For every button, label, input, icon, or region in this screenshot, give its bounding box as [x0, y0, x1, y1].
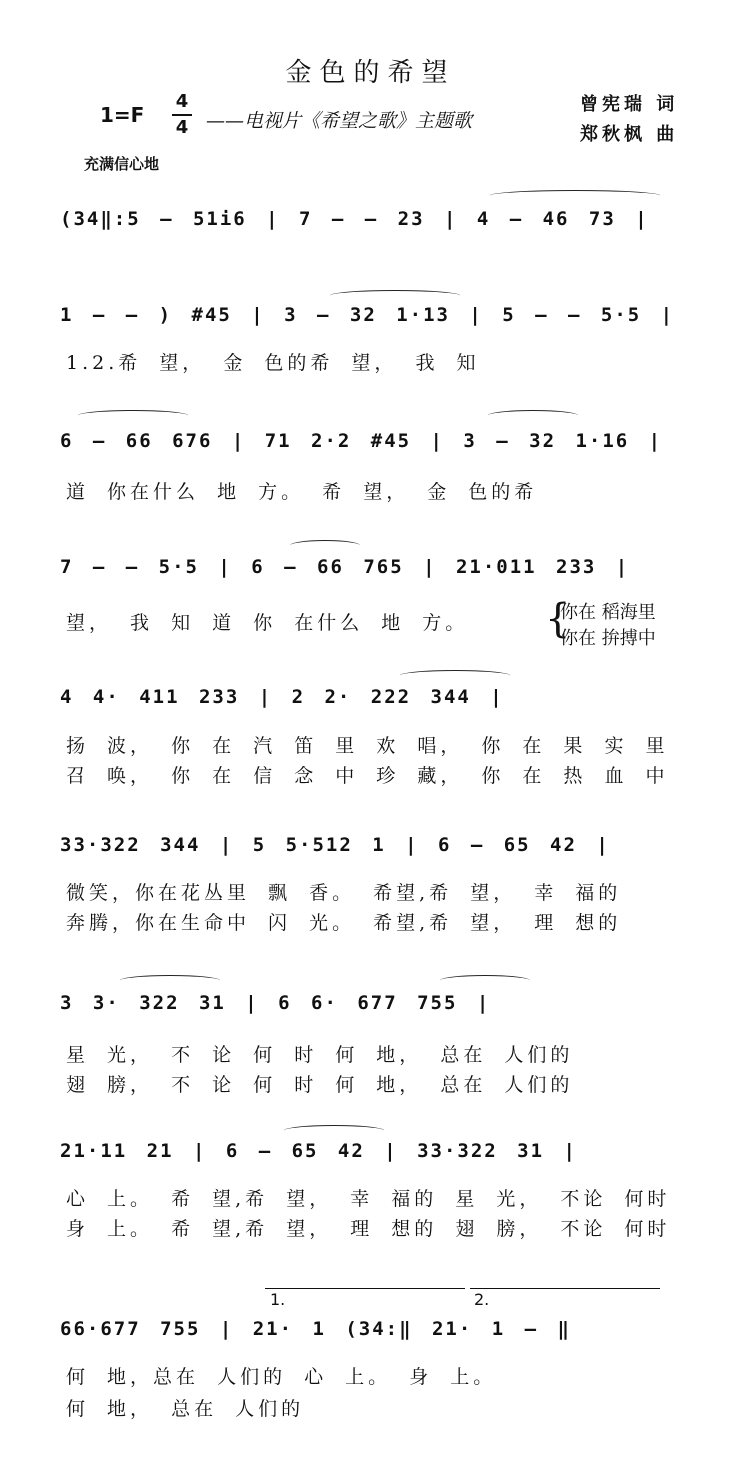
- score-row-4: 7 — — 5·5 | 6 — 66 765 | 21·011 233 |: [60, 556, 630, 578]
- volta-second: 2.: [474, 1290, 490, 1309]
- time-sig-bottom: 4: [175, 117, 189, 138]
- lyric-row-3: 道 你在什么 地 方。 希 望， 金 色的希: [66, 481, 538, 503]
- brace-line-2: 你在 拚搏中: [560, 628, 656, 649]
- slur: [440, 975, 530, 986]
- score-row-3: 6 — 66 676 | 71 2·2 #45 | 3 — 32 1·16 |: [60, 430, 663, 452]
- lyric-row-6b: 奔腾，你在生命中 闪 光。 希望,希 望， 理 想的: [66, 912, 622, 934]
- volta-first: 1.: [270, 1290, 286, 1309]
- score-row-9: 66·677 755 | 21· 1 (34:‖ 21· 1 — ‖: [60, 1318, 571, 1340]
- score-row-2: 1 — — ) #45 | 3 — 32 1·13 | 5 — — 5·5 |: [60, 304, 675, 326]
- volta-first-line: [265, 1288, 465, 1289]
- slur: [488, 410, 578, 421]
- lyric-row-8a: 心 上。 希 望,希 望， 幸 福的 星 光， 不论 何时: [66, 1188, 671, 1210]
- slur: [284, 1125, 384, 1136]
- slur: [120, 975, 220, 986]
- lyricist-credit: 曾宪瑞 词: [580, 94, 679, 115]
- lyric-row-5b: 召 唤， 你 在 信 念 中 珍 藏， 你 在 热 血 中: [66, 765, 669, 787]
- composer-credit: 郑秋枫 曲: [580, 124, 679, 145]
- key-signature: 1=F: [100, 103, 145, 127]
- score-row-8: 21·11 21 | 6 — 65 42 | 33·322 31 |: [60, 1140, 577, 1162]
- lyric-row-7a: 星 光， 不 论 何 时 何 地， 总在 人们的: [66, 1044, 574, 1066]
- brace-line-1: 你在 稻海里: [560, 602, 656, 623]
- score-row-7: 3 3· 322 31 | 6 6· 677 755 |: [60, 992, 491, 1014]
- score-row-6: 33·322 344 | 5 5·512 1 | 6 — 65 42 |: [60, 834, 610, 856]
- time-sig-top: 4: [175, 91, 189, 112]
- lyric-row-6a: 微笑，你在花丛里 飘 香。 希望,希 望， 幸 福的: [66, 882, 622, 904]
- tempo-marking: 充满信心地: [84, 155, 160, 173]
- verse-brace: {: [545, 596, 571, 642]
- song-subtitle: ——电视片《希望之歌》主题歌: [206, 110, 473, 132]
- lyric-row-4: 望， 我 知 道 你 在什么 地 方。: [66, 612, 469, 634]
- lyric-row-2: 1.2.希 望， 金 色的希 望， 我 知: [66, 352, 480, 374]
- slur: [400, 670, 510, 681]
- score-row-5: 4 4· 411 233 | 2 2· 222 344 |: [60, 686, 504, 708]
- lyric-row-7b: 翅 膀， 不 论 何 时 何 地， 总在 人们的: [66, 1074, 574, 1096]
- score-row-1: (34‖:5 — 51i6 | 7 — — 23 | 4 — 46 73 |: [60, 208, 649, 230]
- slur: [490, 190, 660, 201]
- slur: [330, 290, 460, 301]
- song-title: 金色的希望: [285, 58, 456, 88]
- slur: [290, 540, 360, 551]
- time-signature: [172, 92, 192, 138]
- lyric-row-5a: 扬 波， 你 在 汽 笛 里 欢 唱， 你 在 果 实 里: [66, 735, 669, 757]
- volta-second-line: [470, 1288, 660, 1289]
- lyric-row-9a: 何 地，总在 人们的 心 上。 身 上。: [66, 1366, 497, 1388]
- lyric-row-8b: 身 上。 希 望,希 望， 理 想的 翅 膀， 不论 何时: [66, 1218, 671, 1240]
- lyric-row-9b: 何 地， 总在 人们的: [66, 1398, 305, 1420]
- slur: [78, 410, 188, 421]
